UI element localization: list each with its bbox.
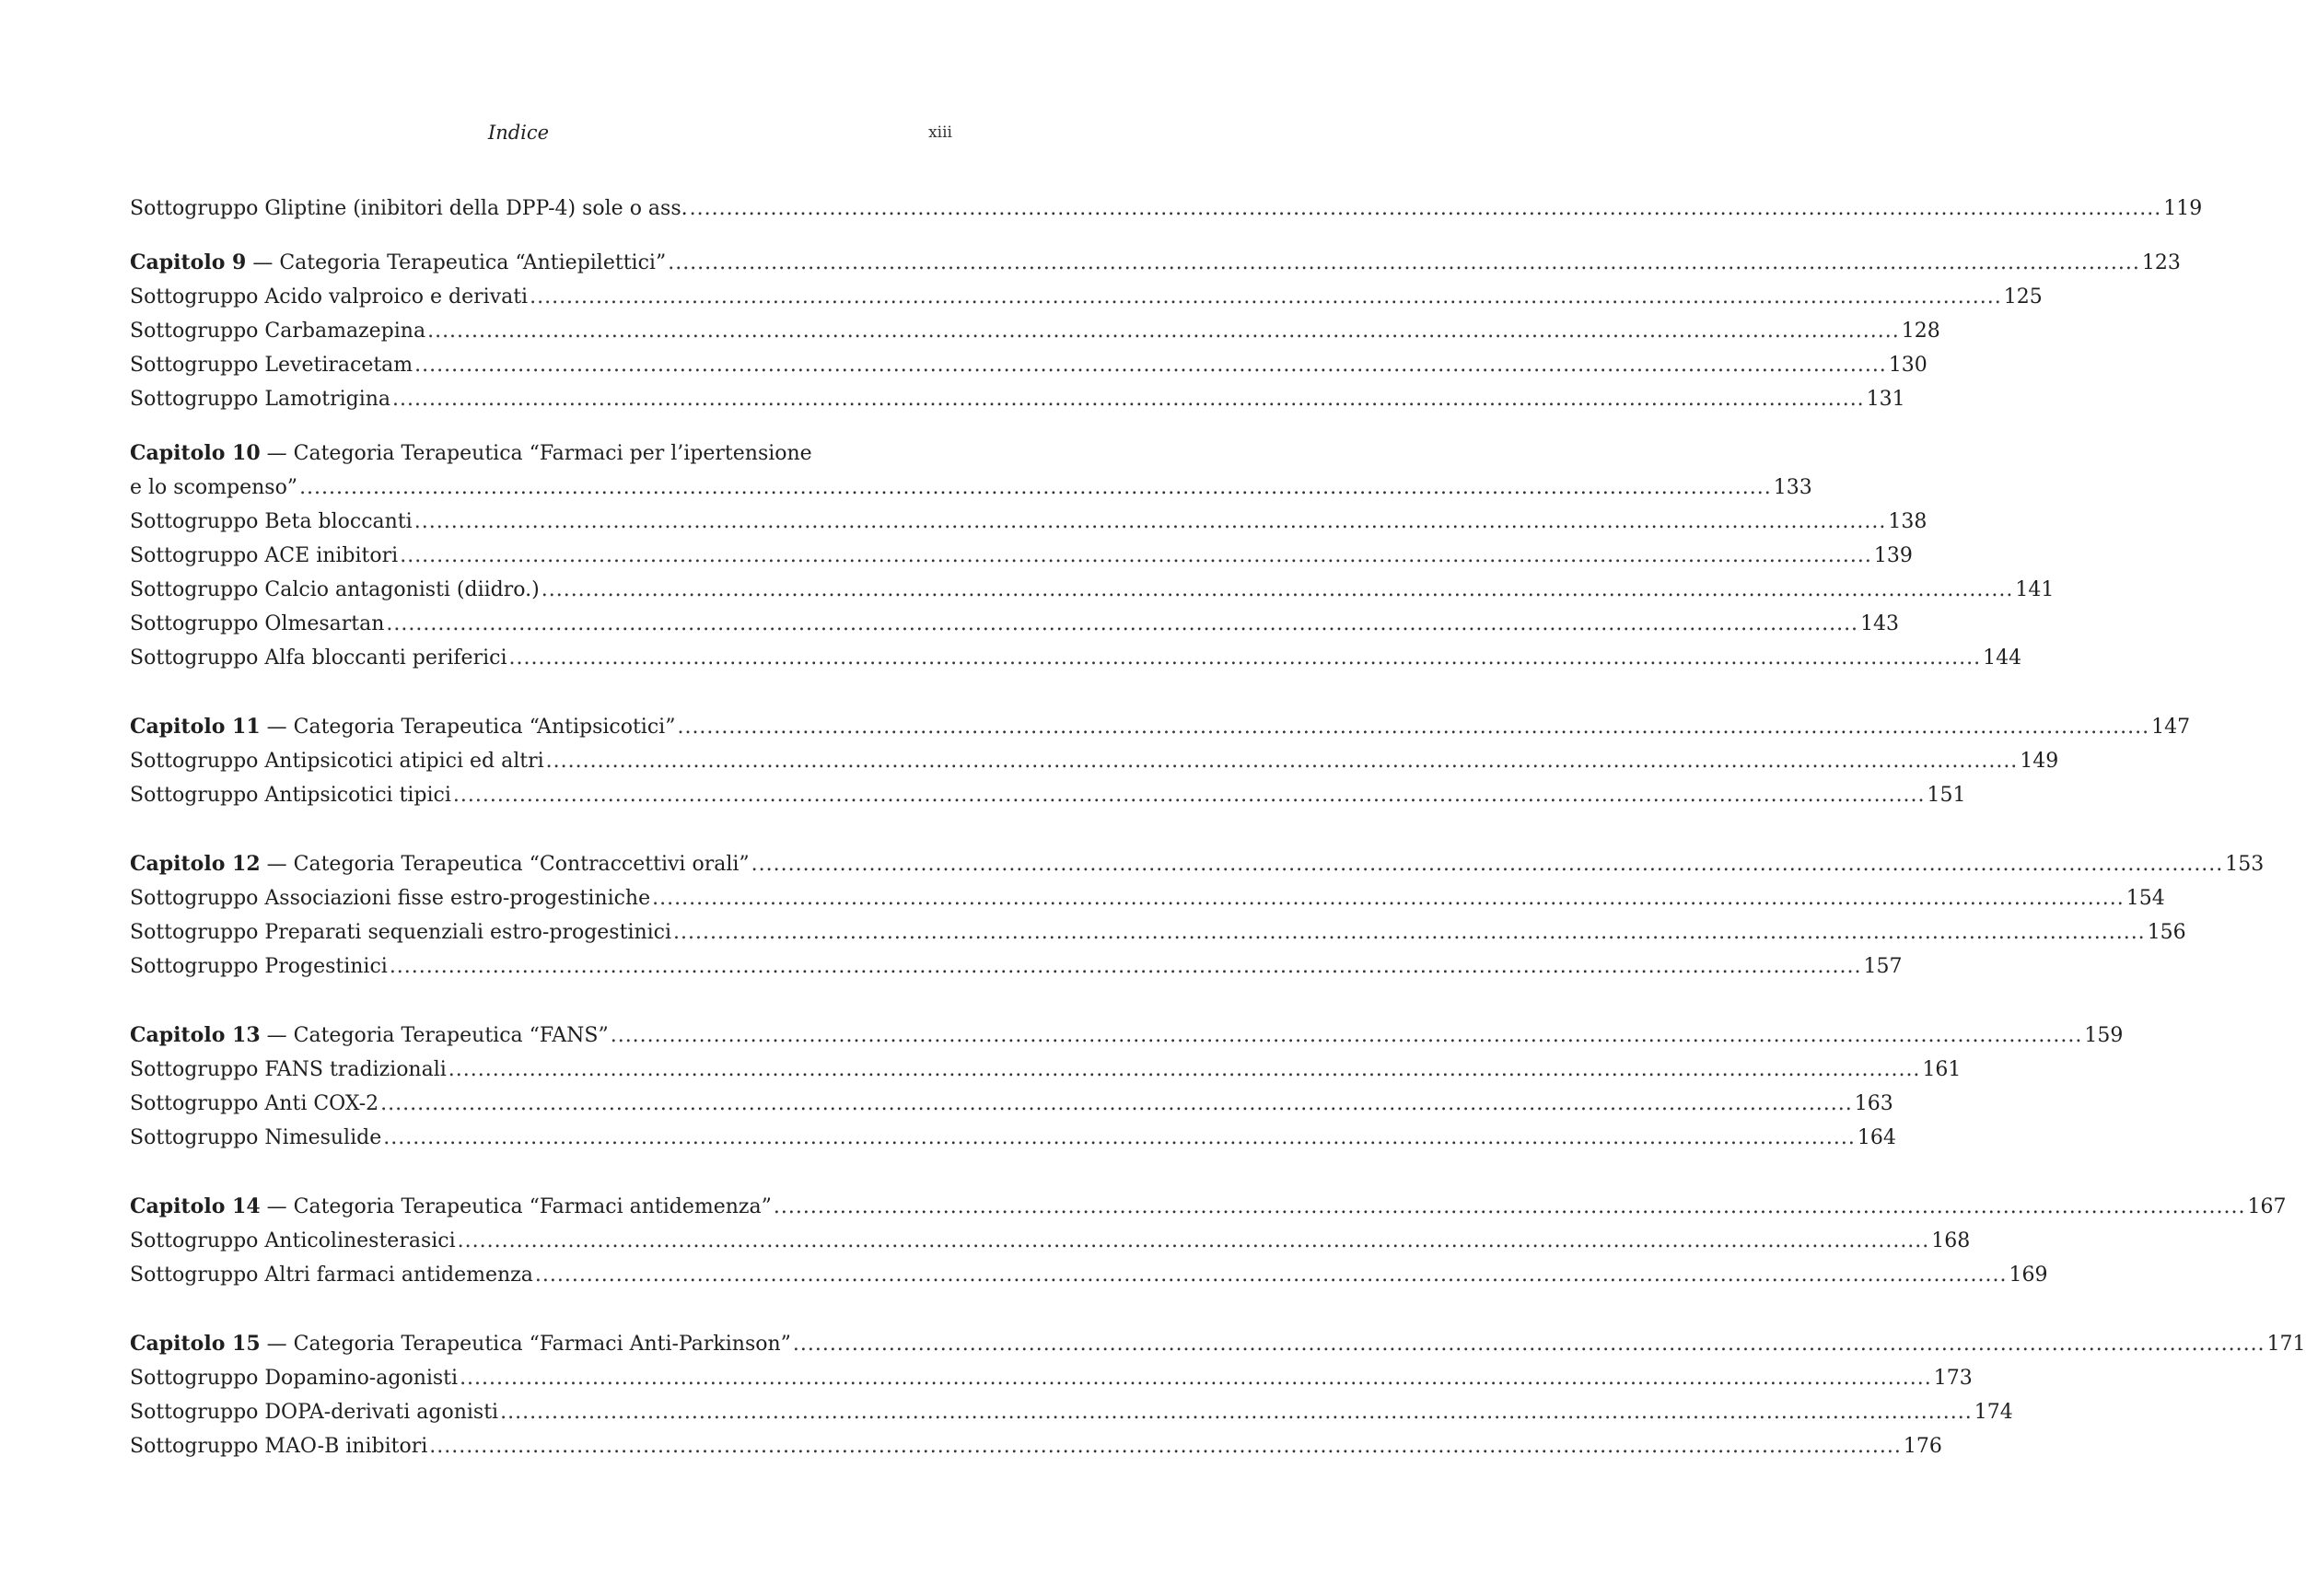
toc-page-number: 153: [2225, 853, 2265, 876]
toc-entry: [130, 1121, 1896, 1155]
toc-entry: [130, 744, 2059, 778]
dot-leader: ........................................................................................................................................................................................................: [452, 784, 1926, 807]
toc-entry: [130, 1258, 2048, 1292]
dot-leader: ........................................................................................................................................................................................................: [400, 544, 1872, 567]
chapter-number: Capitolo 9: [130, 250, 247, 274]
toc-entry: [130, 348, 1927, 382]
toc-entry: [130, 949, 1903, 984]
toc-page-number: 163: [1854, 1092, 1893, 1115]
toc-entry: [130, 641, 2022, 675]
toc-entry-label: Sottogruppo Gliptine (inibitori della DPP-4) sole o ass.: [130, 197, 688, 220]
toc-entry-label: — Categoria Terapeutica “Farmaci antidemenza”: [260, 1195, 772, 1218]
toc-page-number: 119: [2163, 197, 2203, 220]
toc-page-number: 157: [1863, 955, 1903, 978]
toc-entry-label: Sottogruppo Calcio antagonisti (diidro.): [130, 578, 540, 601]
toc-entry-label: Sottogruppo Carbamazepina: [130, 320, 426, 343]
chapter-number: Capitolo 14: [130, 1194, 261, 1218]
chapter-number: Capitolo 12: [130, 852, 261, 876]
toc-page-number: 141: [2015, 578, 2055, 601]
chapter-number: Capitolo 13: [130, 1023, 261, 1047]
toc-entry-label: Sottogruppo Nimesulide: [130, 1126, 382, 1149]
toc-page-number: 171: [2266, 1333, 2306, 1356]
dot-leader: ........................................................................................................................................................................................................: [541, 578, 2014, 601]
toc-entry: [130, 1053, 1962, 1087]
dot-leader: ........................................................................................................................................................................................................: [673, 921, 2146, 944]
dot-leader: ........................................................................................................................................................................................................: [751, 853, 2224, 876]
dot-leader: ........................................................................................................................................................................................................: [448, 1058, 1921, 1081]
toc-entry: [130, 382, 1905, 416]
toc-page-number: 154: [2125, 887, 2165, 910]
toc-entry: [130, 505, 1927, 539]
toc-page-number: 169: [2009, 1264, 2048, 1287]
toc-page-number: 173: [1933, 1367, 1973, 1390]
toc-entry-label: Sottogruppo Altri farmaci antidemenza: [130, 1264, 533, 1287]
dot-leader: ........................................................................................................................................................................................................: [652, 887, 2125, 910]
dot-leader: ........................................................................................................................................................................................................: [413, 510, 1887, 533]
toc-page-number: 156: [2147, 921, 2186, 944]
toc-page-number: 161: [1922, 1058, 1962, 1081]
toc-entry-label: Sottogruppo Acido valproico e derivati: [130, 285, 529, 309]
dot-leader: ........................................................................................................................................................................................................: [545, 750, 2019, 773]
toc-entry-label: Sottogruppo Associazioni fisse estro-progestiniche: [130, 887, 651, 910]
toc-entry-label: — Categoria Terapeutica “Antiepilettici”: [246, 251, 667, 274]
toc-entry: [130, 573, 2055, 607]
dot-leader: ........................................................................................................................................................................................................: [383, 1126, 1856, 1149]
toc-chapter-entry-line2: [130, 471, 1812, 505]
dot-leader: ........................................................................................................................................................................................................: [689, 197, 2162, 220]
dot-leader: ........................................................................................................................................................................................................: [414, 354, 1887, 377]
dot-leader: ........................................................................................................................................................................................................: [677, 716, 2150, 739]
toc-entry-label: Sottogruppo Beta bloccanti: [130, 510, 413, 533]
toc-entry-label: Sottogruppo Dopamino-agonisti: [130, 1367, 459, 1390]
toc-entry-label: Sottogruppo Lamotrigina: [130, 388, 391, 411]
dot-leader: ........................................................................................................................................................................................................: [392, 388, 1865, 411]
toc-page-number: 176: [1903, 1435, 1942, 1458]
toc-entry: [130, 915, 2186, 949]
toc-page-number: 123: [2141, 251, 2181, 274]
toc-entry-label: Sottogruppo Antipsicotici atipici ed altri: [130, 750, 544, 773]
toc-chapter-entry: [130, 1019, 2124, 1053]
toc-entry-label: — Categoria Terapeutica “Contraccettivi orali”: [260, 853, 750, 876]
toc-entry: [130, 539, 1913, 573]
toc-chapter-entry: [130, 710, 2191, 744]
toc-page-number: 147: [2151, 716, 2191, 739]
toc-page-number: 149: [2020, 750, 2059, 773]
toc-entry: [130, 280, 2043, 314]
toc-page-number: 125: [2003, 285, 2043, 309]
toc-entry-label: Sottogruppo ACE inibitori: [130, 544, 399, 567]
dot-leader: ........................................................................................................................................................................................................: [299, 476, 1772, 499]
toc-page-number: 168: [1931, 1229, 1971, 1252]
dot-leader: ........................................................................................................................................................................................................: [508, 647, 1982, 670]
toc-page-number: 151: [1927, 784, 1966, 807]
toc-page-number: 138: [1888, 510, 1927, 533]
toc-entry-label: — Categoria Terapeutica “Farmaci Anti-Parkinson”: [260, 1333, 791, 1356]
dot-leader: ........................................................................................................................................................................................................: [530, 285, 2002, 309]
toc-entry-label: Sottogruppo Antipsicotici tipici: [130, 784, 451, 807]
toc-entry: [130, 1361, 1973, 1395]
toc-entry-label: Sottogruppo MAO-B inibitori: [130, 1435, 428, 1458]
toc-page-number: 128: [1901, 320, 1940, 343]
dot-leader: ........................................................................................................................................................................................................: [457, 1229, 1930, 1252]
toc-entry-label: Sottogruppo Olmesartan: [130, 612, 385, 635]
toc-page-number: 139: [1873, 544, 1913, 567]
toc-page-number: 159: [2084, 1024, 2124, 1047]
toc-chapter-entry: [130, 1190, 2287, 1224]
toc-page-number: 143: [1860, 612, 1900, 635]
dot-leader: ........................................................................................................................................................................................................: [668, 251, 2140, 274]
dot-leader: ........................................................................................................................................................................................................: [429, 1435, 1902, 1458]
dot-leader: ........................................................................................................................................................................................................: [380, 1092, 1853, 1115]
toc-page-number: 164: [1857, 1126, 1896, 1149]
toc-entry: [130, 778, 1966, 812]
dot-leader: ........................................................................................................................................................................................................: [386, 612, 1859, 635]
toc-entry: [130, 1429, 1942, 1463]
page-folio: xiii: [928, 123, 952, 142]
toc-entry: [130, 1224, 1971, 1258]
dot-leader: ........................................................................................................................................................................................................: [500, 1401, 1973, 1424]
dot-leader: ........................................................................................................................................................................................................: [773, 1195, 2246, 1218]
toc-entry-label: Sottogruppo Alfa bloccanti periferici: [130, 647, 507, 670]
toc-entry-label: — Categoria Terapeutica “FANS”: [260, 1024, 609, 1047]
chapter-number: Capitolo 10: [130, 441, 261, 465]
toc-entry: [130, 314, 1940, 348]
dot-leader: ........................................................................................................................................................................................................: [610, 1024, 2083, 1047]
running-title: Indice: [487, 122, 550, 144]
toc-page-number: 174: [1974, 1401, 2013, 1424]
toc-entry-label: Sottogruppo Levetiracetam: [130, 354, 413, 377]
toc-chapter-entry-line1: [130, 437, 952, 471]
chapter-number: Capitolo 11: [130, 715, 261, 739]
toc-entry: [130, 881, 2165, 915]
toc-entry-label: Sottogruppo Anti COX-2: [130, 1092, 379, 1115]
toc-entry-label: — Categoria Terapeutica “Antipsicotici”: [260, 716, 676, 739]
toc-page-number: 130: [1888, 354, 1927, 377]
toc-page-number: 144: [1983, 647, 2022, 670]
toc-page-number: 131: [1866, 388, 1905, 411]
toc-entry-label: Sottogruppo Anticolinesterasici: [130, 1229, 456, 1252]
toc-page-number: 133: [1773, 476, 1812, 499]
dot-leader: ........................................................................................................................................................................................................: [389, 955, 1862, 978]
toc-entry: [130, 1087, 1893, 1121]
table-of-contents: [130, 192, 2306, 1463]
toc-entry-label: Sottogruppo FANS tradizionali: [130, 1058, 447, 1081]
dot-leader: ........................................................................................................................................................................................................: [792, 1333, 2265, 1356]
toc-entry: [130, 192, 2203, 226]
toc-page-number: 167: [2247, 1195, 2287, 1218]
toc-chapter-entry: [130, 847, 2265, 881]
running-head: [0, 122, 1089, 149]
toc-entry-label: Sottogruppo Preparati sequenziali estro-progestinici: [130, 921, 672, 944]
dot-leader: ........................................................................................................................................................................................................: [427, 320, 1900, 343]
toc-entry-label: Sottogruppo Progestinici: [130, 955, 388, 978]
toc-chapter-entry: [130, 1327, 2306, 1361]
toc-chapter-entry: [130, 246, 2181, 280]
dot-leader: ........................................................................................................................................................................................................: [460, 1367, 1932, 1390]
toc-entry-label: — Categoria Terapeutica “Farmaci per l’ipertensione: [260, 442, 812, 465]
toc-entry: [130, 607, 1900, 641]
dot-leader: ........................................................................................................................................................................................................: [534, 1264, 2008, 1287]
toc-entry-label-continued: e lo scompenso”: [130, 476, 298, 499]
toc-entry-label: Sottogruppo DOPA-derivati agonisti: [130, 1401, 499, 1424]
chapter-number: Capitolo 15: [130, 1332, 261, 1356]
toc-entry: [130, 1395, 2013, 1429]
